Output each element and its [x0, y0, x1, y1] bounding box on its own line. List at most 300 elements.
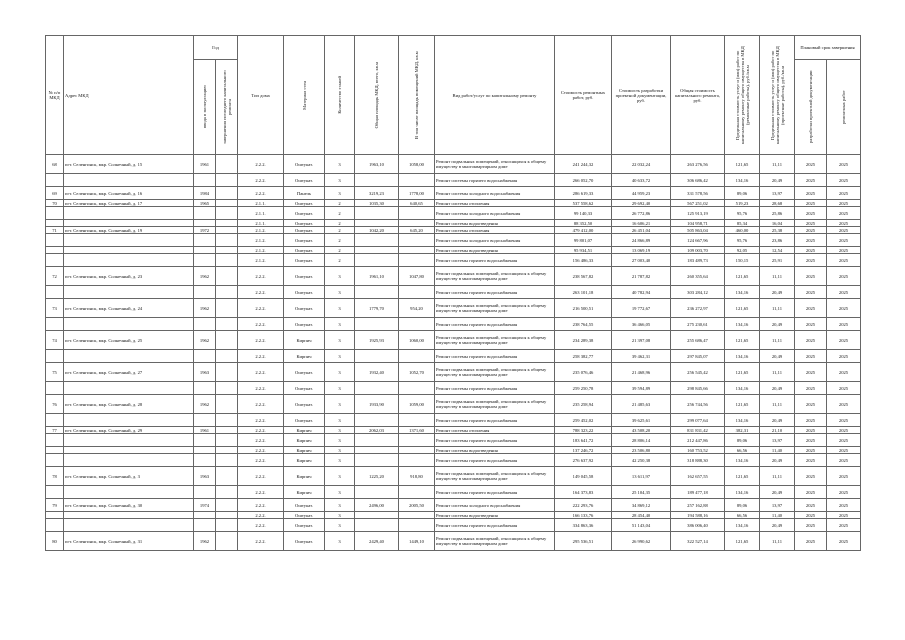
cell-at — [355, 454, 399, 467]
cell-wall: Оштукат. — [284, 247, 325, 254]
cell-yr — [216, 434, 238, 447]
cell-work: Ремонт системы водоотведения — [435, 447, 555, 454]
cell-n — [46, 234, 64, 247]
cell-c2: 21 485,63 — [612, 395, 671, 414]
cell-u2: 16,04 — [760, 220, 795, 227]
cell-d2: 2025 — [827, 187, 861, 200]
cell-u1: 121,65 — [725, 467, 760, 486]
cell-fl: 3 — [325, 512, 355, 519]
cell-u2: 11,11 — [760, 532, 795, 551]
cell-addr — [64, 447, 194, 454]
cell-u2: 11,11 — [760, 331, 795, 350]
cell-work: Ремонт системы водоотведения — [435, 247, 555, 254]
cell-type: 2.2.2. — [238, 486, 284, 499]
cell-yr — [216, 227, 238, 234]
cell-addr: пгт. Селенгинск, мкр. Солнечный, д. 23 — [64, 267, 194, 286]
table-row — [46, 454, 861, 467]
cell-u2: 20,49 — [760, 454, 795, 467]
cell-c1: 479 412,00 — [555, 227, 612, 234]
cell-d1: 2025 — [795, 532, 827, 551]
cell-addr — [64, 414, 194, 427]
cell-c2: 34 869,12 — [612, 499, 671, 512]
cell-ac — [399, 414, 435, 427]
cell-fl: 3 — [325, 267, 355, 286]
cell-yb — [194, 382, 216, 395]
cell-ac — [399, 519, 435, 532]
cell-c3: 189 477,18 — [671, 486, 725, 499]
header-year-group: Год — [194, 36, 238, 60]
cell-yb — [194, 318, 216, 331]
table-row — [46, 299, 861, 318]
cell-work: Ремонт подвальных помещений, относящихся к общему имуществу в многоквартирном доме — [435, 467, 555, 486]
cell-c3: 303 284,12 — [671, 286, 725, 299]
cell-yr — [216, 467, 238, 486]
cell-d1: 2025 — [795, 467, 827, 486]
cell-fl: 3 — [325, 454, 355, 467]
cell-at: 2429,40 — [355, 532, 399, 551]
cell-d1: 2025 — [795, 155, 827, 174]
cell-c1: 137 246,72 — [555, 447, 612, 454]
header-wall: Материал стен — [301, 80, 307, 110]
cell-work: Ремонт подвальных помещений, относящихся к общему имуществу в многоквартирном доме — [435, 299, 555, 318]
cell-d1: 2025 — [795, 427, 827, 434]
cell-fl: 3 — [325, 350, 355, 363]
cell-ac: 1449,10 — [399, 532, 435, 551]
cell-type: 2.1.2. — [238, 247, 284, 254]
cell-wall: Оштукат. — [284, 299, 325, 318]
cell-d2: 2025 — [827, 234, 861, 247]
cell-wall: Кирпич — [284, 447, 325, 454]
cell-yb — [194, 414, 216, 427]
cell-at: 1225,20 — [355, 467, 399, 486]
cell-fl: 3 — [325, 331, 355, 350]
cell-addr — [64, 454, 194, 467]
cell-addr — [64, 254, 194, 267]
cell-at: 1933,90 — [355, 395, 399, 414]
cell-fl: 3 — [325, 318, 355, 331]
cell-work: Ремонт системы водоотведения — [435, 512, 555, 519]
cell-type: 2.2.2. — [238, 350, 284, 363]
table-row — [46, 267, 861, 286]
cell-c2: 22 032,24 — [612, 155, 671, 174]
cell-addr: пгт. Селенгинск, мкр. Солнечный, д. 19 — [64, 227, 194, 234]
cell-ac: 1058,00 — [399, 155, 435, 174]
cell-u1: 121,65 — [725, 299, 760, 318]
cell-u2: 13,97 — [760, 187, 795, 200]
cell-c3: 256 545,42 — [671, 363, 725, 382]
header-num: № п/п МКД — [46, 36, 64, 155]
cell-at — [355, 434, 399, 447]
cell-c2: 13 611,97 — [612, 467, 671, 486]
cell-c2: 39 594,89 — [612, 382, 671, 395]
cell-yb: 1962 — [194, 395, 216, 414]
cell-c1: 238 567,82 — [555, 267, 612, 286]
cell-work: Ремонт системы горячего водоснабжения — [435, 318, 555, 331]
cell-u1: 66,56 — [725, 447, 760, 454]
cell-ac: 1059,00 — [399, 395, 435, 414]
cell-d1: 2025 — [795, 486, 827, 499]
cell-ac — [399, 447, 435, 454]
cell-yr — [216, 299, 238, 318]
cell-u1: 85,34 — [725, 220, 760, 227]
cell-c1: 222 293,76 — [555, 499, 612, 512]
cell-c3: 567 251,02 — [671, 200, 725, 207]
cell-u2: 11,11 — [760, 155, 795, 174]
cell-yb: 1984 — [194, 187, 216, 200]
cell-at — [355, 247, 399, 254]
cell-c3: 257 162,88 — [671, 499, 725, 512]
cell-c2: 40 782,94 — [612, 286, 671, 299]
table-row — [46, 234, 861, 247]
cell-n: 71 — [46, 227, 64, 234]
cell-u1: 89,06 — [725, 187, 760, 200]
cell-yr — [216, 519, 238, 532]
cell-yr — [216, 427, 238, 434]
cell-wall: Оштукат. — [284, 207, 325, 220]
cell-yr — [216, 200, 238, 207]
cell-c2: 21 468,96 — [612, 363, 671, 382]
cell-wall: Кирпич — [284, 454, 325, 467]
cell-addr: пгт. Селенгинск, мкр. Солнечный, д. 29 — [64, 427, 194, 434]
cell-c1: 149 045,58 — [555, 467, 612, 486]
cell-d1: 2025 — [795, 234, 827, 247]
cell-c2: 28 806,14 — [612, 434, 671, 447]
cell-c1: 241 244,32 — [555, 155, 612, 174]
cell-ac: 640,65 — [399, 200, 435, 207]
cell-work: Ремонт системы холодного водоснабжения — [435, 499, 555, 512]
cell-c2: 21 397,08 — [612, 331, 671, 350]
cell-work: Ремонт системы горячего водоснабжения — [435, 434, 555, 447]
cell-c3: 275 230,61 — [671, 318, 725, 331]
cell-n: 69 — [46, 187, 64, 200]
cell-u2: 12,54 — [760, 247, 795, 254]
cell-yb: 1962 — [194, 299, 216, 318]
cell-n — [46, 434, 64, 447]
header-year-repair: завершения последнего капитального ремонта — [221, 70, 232, 144]
cell-d1: 2025 — [795, 350, 827, 363]
cell-work: Ремонт системы горячего водоснабжения — [435, 486, 555, 499]
cell-wall: Оштукат. — [284, 227, 325, 234]
cell-u2: 11,11 — [760, 395, 795, 414]
cell-ac — [399, 254, 435, 267]
cell-wall: Оштукат. — [284, 318, 325, 331]
cell-ac — [399, 512, 435, 519]
cell-yr — [216, 454, 238, 467]
cell-at: 1963,10 — [355, 155, 399, 174]
cell-c3: 331 578,56 — [671, 187, 725, 200]
cell-ac — [399, 247, 435, 254]
cell-d1: 2025 — [795, 254, 827, 267]
cell-yb: 1961 — [194, 155, 216, 174]
cell-c3: 236 272,97 — [671, 299, 725, 318]
cell-yr — [216, 363, 238, 382]
cell-yr — [216, 331, 238, 350]
cell-yr — [216, 267, 238, 286]
cell-n — [46, 486, 64, 499]
cell-ac — [399, 207, 435, 220]
cell-n — [46, 454, 64, 467]
cell-yb: 1962 — [194, 267, 216, 286]
cell-type: 2.2.2. — [238, 467, 284, 486]
cell-addr: пгт. Селенгинск, мкр. Солнечный, д. 17 — [64, 200, 194, 207]
cell-c1: 259 452,02 — [555, 414, 612, 427]
table-row — [46, 331, 861, 350]
cell-u1: 382,31 — [725, 427, 760, 434]
cell-c1: 537 558,62 — [555, 200, 612, 207]
cell-ac — [399, 234, 435, 247]
table-row — [46, 155, 861, 174]
cell-n — [46, 286, 64, 299]
table-row — [46, 467, 861, 486]
cell-yb — [194, 207, 216, 220]
cell-at — [355, 382, 399, 395]
cell-c2: 26 451,04 — [612, 227, 671, 234]
cell-u2: 20,49 — [760, 174, 795, 187]
cell-at — [355, 286, 399, 299]
cell-at: 1961,10 — [355, 267, 399, 286]
cell-u1: 134,16 — [725, 382, 760, 395]
cell-addr: пгт. Селенгинск, мкр. Солнечный, д. 3 — [64, 467, 194, 486]
cell-type: 2.2.2. — [238, 454, 284, 467]
cell-n — [46, 220, 64, 227]
cell-ac: 1778,00 — [399, 187, 435, 200]
cell-ac: 954,20 — [399, 299, 435, 318]
header-house-type: Тип дома — [238, 36, 284, 155]
header-floors: Количество этажей — [337, 76, 342, 114]
cell-c1: 183 641,72 — [555, 434, 612, 447]
cell-yr — [216, 382, 238, 395]
cell-wall: Кирпич — [284, 427, 325, 434]
cell-c2: 19 772,67 — [612, 299, 671, 318]
table-body — [46, 155, 861, 551]
cell-type: 2.2.2. — [238, 427, 284, 434]
cell-type: 2.2.2. — [238, 187, 284, 200]
header-work: Вид работ/услуг по капитальному ремонту — [435, 36, 555, 155]
cell-ac — [399, 350, 435, 363]
cell-at: 2496,00 — [355, 499, 399, 512]
cell-yb: 1962 — [194, 532, 216, 551]
header-address: Адрес МКД — [64, 36, 194, 155]
cell-c1: 235 076,46 — [555, 363, 612, 382]
cell-type: 2.2.2. — [238, 414, 284, 427]
cell-u2: 20,49 — [760, 286, 795, 299]
cell-wall: Панель — [284, 187, 325, 200]
cell-addr: пгт. Селенгинск, мкр. Солнечный, д. 25 — [64, 331, 194, 350]
cell-work: Ремонт системы холодного водоснабжения — [435, 207, 555, 220]
cell-addr — [64, 519, 194, 532]
header-area-total: Общая площадь МКД, всего, кв.м — [374, 61, 379, 129]
cell-c2: 39 625,61 — [612, 414, 671, 427]
cell-u2: 20,49 — [760, 519, 795, 532]
cell-yb: 1962 — [194, 331, 216, 350]
cell-u1: 121,65 — [725, 532, 760, 551]
header-deadline-design: разработки проектной документации — [808, 70, 813, 144]
cell-d2: 2025 — [827, 220, 861, 227]
cell-d2: 2025 — [827, 467, 861, 486]
cell-d1: 2025 — [795, 174, 827, 187]
cell-fl: 2 — [325, 227, 355, 234]
cell-c3: 831 831,42 — [671, 427, 725, 434]
cell-addr — [64, 512, 194, 519]
cell-fl: 3 — [325, 486, 355, 499]
table-row — [46, 486, 861, 499]
cell-wall: Кирпич — [284, 467, 325, 486]
cell-d2: 2025 — [827, 155, 861, 174]
cell-yb — [194, 286, 216, 299]
cell-wall: Оштукат. — [284, 200, 325, 207]
cell-u1: 89,06 — [725, 499, 760, 512]
cell-wall: Оштукат. — [284, 254, 325, 267]
cell-c2: 21 787,82 — [612, 267, 671, 286]
cell-u2: 13,97 — [760, 434, 795, 447]
cell-c2: 27 003,40 — [612, 254, 671, 267]
cell-wall: Оштукат. — [284, 234, 325, 247]
table-row — [46, 200, 861, 207]
cell-d1: 2025 — [795, 220, 827, 227]
cell-c1: 263 101,18 — [555, 286, 612, 299]
cell-fl: 3 — [325, 532, 355, 551]
cell-c3: 109 003,70 — [671, 247, 725, 254]
cell-c3: 505 863,04 — [671, 227, 725, 234]
table-row — [46, 220, 861, 227]
cell-c1: 286 619,33 — [555, 187, 612, 200]
cell-d2: 2025 — [827, 427, 861, 434]
cell-work: Ремонт системы отопления — [435, 227, 555, 234]
cell-fl: 3 — [325, 427, 355, 434]
cell-c2: 36 466,05 — [612, 318, 671, 331]
cell-type: 2.2.2. — [238, 155, 284, 174]
table-row — [46, 187, 861, 200]
cell-ac — [399, 286, 435, 299]
cell-work: Ремонт системы горячего водоснабжения — [435, 254, 555, 267]
cell-d2: 2025 — [827, 532, 861, 551]
cell-work: Ремонт подвальных помещений, относящихся к общему имуществу в многоквартирном доме — [435, 155, 555, 174]
cell-at — [355, 350, 399, 363]
cell-ac: 645,20 — [399, 227, 435, 234]
cell-work: Ремонт подвальных помещений, относящихся к общему имуществу в многоквартирном доме — [435, 395, 555, 414]
cell-d2: 2025 — [827, 454, 861, 467]
cell-d2: 2025 — [827, 486, 861, 499]
cell-type: 2.1.1. — [238, 207, 284, 220]
cell-d1: 2025 — [795, 447, 827, 454]
cell-at — [355, 254, 399, 267]
cell-yr — [216, 532, 238, 551]
cell-addr — [64, 382, 194, 395]
cell-wall: Оштукат. — [284, 414, 325, 427]
cell-wall: Оштукат. — [284, 382, 325, 395]
cell-ac — [399, 382, 435, 395]
cell-work: Ремонт подвальных помещений, относящихся к общему имуществу в многоквартирном доме — [435, 532, 555, 551]
cell-wall: Кирпич — [284, 350, 325, 363]
table-row — [46, 512, 861, 519]
cell-addr — [64, 234, 194, 247]
cell-yr — [216, 234, 238, 247]
cell-d2: 2025 — [827, 499, 861, 512]
cell-addr — [64, 220, 194, 227]
cell-d2: 2025 — [827, 414, 861, 427]
cell-c1: 334 863,36 — [555, 519, 612, 532]
table-row — [46, 519, 861, 532]
cell-c1: 88 352,50 — [555, 220, 612, 227]
cell-addr — [64, 207, 194, 220]
cell-n: 77 — [46, 427, 64, 434]
cell-addr — [64, 434, 194, 447]
cell-yb — [194, 174, 216, 187]
cell-yr — [216, 187, 238, 200]
cell-c1: 164 373,83 — [555, 486, 612, 499]
cell-ac — [399, 318, 435, 331]
cell-c3: 318 888,30 — [671, 454, 725, 467]
cell-u2: 21,10 — [760, 427, 795, 434]
cell-wall: Оштукат. — [284, 267, 325, 286]
cell-d1: 2025 — [795, 434, 827, 447]
cell-c3: 124 667,96 — [671, 234, 725, 247]
cell-u2: 20,49 — [760, 318, 795, 331]
cell-work: Ремонт системы холодного водоснабжения — [435, 187, 555, 200]
cell-work: Ремонт системы горячего водоснабжения — [435, 519, 555, 532]
header-cost-design: Стоимость разработки проектной документации, руб. — [612, 36, 671, 155]
cell-d1: 2025 — [795, 519, 827, 532]
cell-yr — [216, 286, 238, 299]
cell-u1: 121,65 — [725, 331, 760, 350]
cell-c3: 260 355,64 — [671, 267, 725, 286]
cell-addr: пгт. Селенгинск, мкр. Солнечный, д. 15 — [64, 155, 194, 174]
cell-ac: 2005,50 — [399, 499, 435, 512]
cell-yb — [194, 447, 216, 454]
cell-fl: 3 — [325, 286, 355, 299]
header-unit-cost-design: Предельная стоимость услуг и (или) работ по капитальному ремонту общего имущества в МКД (проектные работы), руб./кв.м — [769, 46, 785, 144]
cell-ac — [399, 220, 435, 227]
cell-c1: 295 536,51 — [555, 532, 612, 551]
cell-addr — [64, 286, 194, 299]
cell-c3: 322 527,14 — [671, 532, 725, 551]
table-row — [46, 434, 861, 447]
cell-yr — [216, 447, 238, 454]
cell-d1: 2025 — [795, 318, 827, 331]
cell-at — [355, 519, 399, 532]
cell-type: 2.2.2. — [238, 382, 284, 395]
cell-fl: 3 — [325, 434, 355, 447]
cell-yb: 1963 — [194, 467, 216, 486]
cell-d1: 2025 — [795, 227, 827, 234]
cell-d1: 2025 — [795, 299, 827, 318]
cell-c1: 238 764,55 — [555, 318, 612, 331]
cell-at — [355, 220, 399, 227]
cell-d2: 2025 — [827, 447, 861, 454]
cell-u1: 134,16 — [725, 519, 760, 532]
cell-type: 2.1.2. — [238, 234, 284, 247]
cell-yb — [194, 519, 216, 532]
header-deadline: Плановый срок завершения — [795, 36, 861, 60]
cell-c3: 299 077,64 — [671, 414, 725, 427]
cell-ac — [399, 434, 435, 447]
cell-u1: 134,16 — [725, 486, 760, 499]
cell-u1: 460,00 — [725, 227, 760, 234]
cell-yr — [216, 174, 238, 187]
cell-u1: 121,65 — [725, 267, 760, 286]
cell-c2: 23 506,80 — [612, 447, 671, 454]
cell-c1: 276 637,92 — [555, 454, 612, 467]
cell-type: 2.2.2. — [238, 286, 284, 299]
cell-n — [46, 512, 64, 519]
cell-c3: 263 276,56 — [671, 155, 725, 174]
cell-d1: 2025 — [795, 414, 827, 427]
cell-wall: Оштукат. — [284, 286, 325, 299]
cell-u2: 20,49 — [760, 414, 795, 427]
cell-fl: 3 — [325, 414, 355, 427]
cell-yb — [194, 254, 216, 267]
cell-yr — [216, 247, 238, 254]
